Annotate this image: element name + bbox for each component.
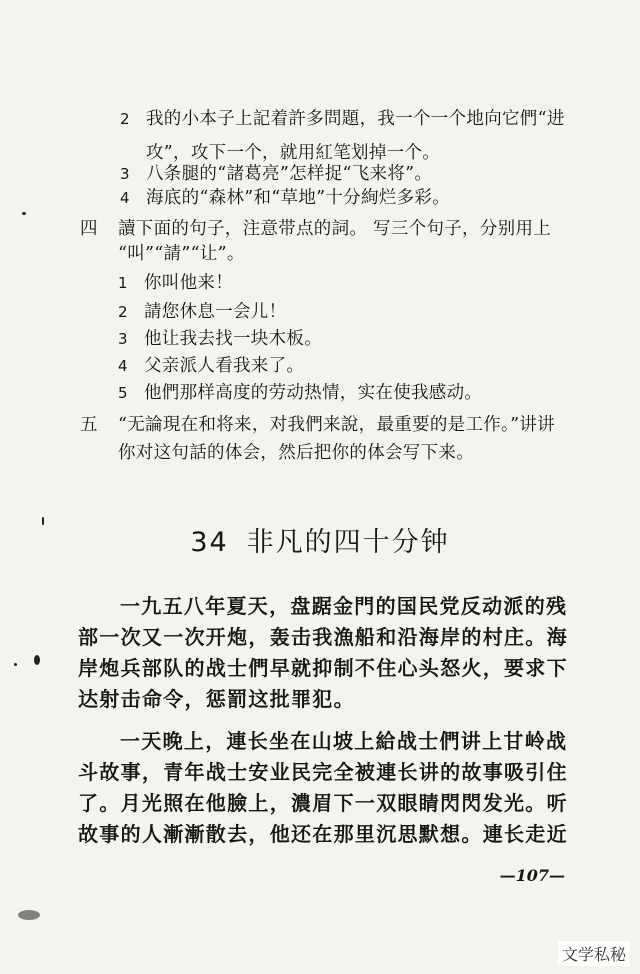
body-line: 故事的人漸漸散去，他还在那里沉思默想。連长走近 xyxy=(78,822,568,846)
body-line: 部一次又一次开炮，轰击我漁船和沿海岸的村庄。海 xyxy=(78,625,568,649)
sentence-3: 3 他让我去找一块木板。 xyxy=(118,329,322,349)
exercise-2-line-2: 攻”，攻下一个，就用紅笔划掉一个。 xyxy=(146,143,441,163)
section-5-line-2: 你对这句話的体会，然后把你的体会写下来。 xyxy=(118,443,474,463)
body-line: 了。月光照在他臉上，濃眉下一双眼睛閃閃发光。听 xyxy=(78,791,568,815)
watermark: 文学私秘 xyxy=(558,941,630,966)
section-4-line-2: “叫”“請”“让”。 xyxy=(118,244,245,264)
scan-speck xyxy=(18,910,40,920)
body-line: 一九五八年夏天，盘踞金門的国民党反动派的残 xyxy=(120,594,568,618)
sentence-4: 4 父亲派人看我来了。 xyxy=(118,356,305,376)
exercise-2-line-1: 2 我的小本子上記着許多問題，我一个一个地向它們“进 xyxy=(120,109,565,129)
scan-speck xyxy=(34,655,40,665)
page-number: —107— xyxy=(499,866,565,885)
section-4-line-1: 四 讀下面的句子，注意带点的詞。 写三个句子，分别用上 xyxy=(80,219,552,239)
lesson-title xyxy=(0,520,640,559)
lesson-title-text: 非凡的四十分钟 xyxy=(246,527,450,558)
body-line: 达射击命令，惩罰这批罪犯。 xyxy=(78,687,355,711)
scan-speck xyxy=(22,212,26,215)
sentence-5: 5 他們那样高度的劳动热情，实在使我感动。 xyxy=(118,383,483,403)
section-5-line-1: 五 “无論現在和将来，对我們来說，最重要的是工作。”讲讲 xyxy=(80,415,555,435)
scan-speck xyxy=(14,663,17,666)
exercise-4: 4 海底的“森林”和“草地”十分絢烂多彩。 xyxy=(120,188,450,208)
sentence-1: 1 你叫他来！ xyxy=(118,273,233,293)
body-line: 岸炮兵部队的战士們早就抑制不住心头怒火，要求下 xyxy=(78,656,568,680)
exercise-3: 3 八条腿的“諸葛亮”怎样捉“飞来将”。 xyxy=(120,164,433,184)
body-line: 一天晚上，連长坐在山坡上給战士們讲上甘岭战 xyxy=(120,729,568,753)
body-line: 斗故事，青年战士安业民完全被連长讲的故事吸引住 xyxy=(78,760,568,784)
sentence-2: 2 請您休息一会儿！ xyxy=(118,302,287,322)
scan-speck xyxy=(42,517,44,525)
lesson-number: 34 xyxy=(190,527,229,558)
